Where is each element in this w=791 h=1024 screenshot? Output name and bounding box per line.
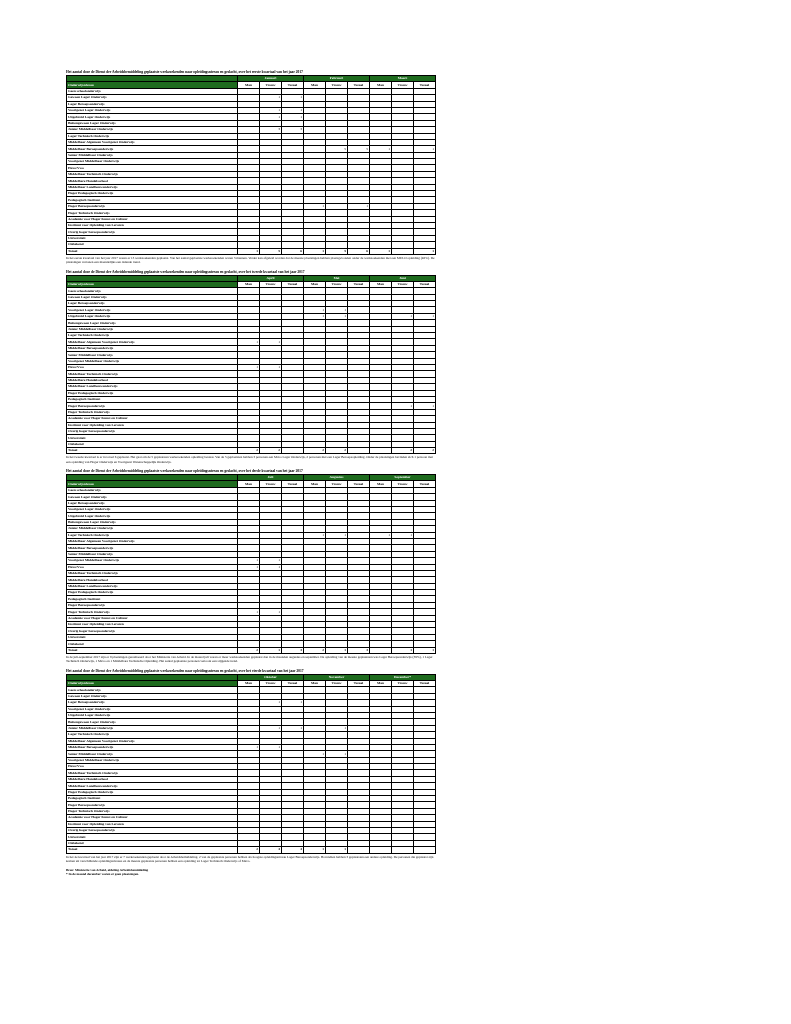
total-cell: 6: [282, 248, 304, 254]
month-header: Juni: [370, 275, 436, 281]
row-label: Universiteit: [67, 435, 238, 441]
row-label: Middelbaar Technisch Onderwijs: [67, 770, 238, 776]
quarter-section: [66, 70, 436, 265]
month-header: Maart: [370, 76, 436, 82]
total-cell: 2: [260, 448, 282, 454]
gender-header: Totaal: [348, 680, 370, 686]
gender-header: Totaal: [414, 82, 436, 88]
gender-header: Vrouw: [392, 680, 414, 686]
month-header: Juli: [238, 475, 304, 481]
total-cell: 1: [304, 847, 326, 853]
total-label: Totaal: [67, 448, 238, 454]
gender-header: Totaal: [348, 82, 370, 88]
table-cell: 5: [326, 146, 348, 152]
total-cell: 4: [260, 847, 282, 853]
gender-header: Totaal: [282, 82, 304, 88]
total-cell: 1: [414, 248, 436, 254]
section-note: In het eerste kwartaal van het jaar 2017 waren er 13 werkzoekenden geplaatst. Van het aantal geplaatste werkzoekenden waren 3 mannen. Verder kan afgeleid worden dat de meeste plaatsingen hebben plaatsgevonden onder de werkzoekenden met een MULO opleiding (46%). De plaatsingen vertonen een maandelijks een dalende trend.: [66, 255, 435, 265]
row-label: Middelbare Handelsschool: [67, 577, 238, 583]
row-label: Middelbaar Beroepsonderwijs: [67, 545, 238, 551]
row-label: Buitengewoon Lager Onderwijs: [67, 519, 238, 525]
placement-table: [66, 75, 436, 255]
table-cell: 1: [260, 744, 282, 750]
row-label: Overig hoger beroepsonderwijs: [67, 229, 238, 235]
row-label: Middelbaar Algemeen Voortgezet Onderwijs: [67, 738, 238, 744]
gender-header: Vrouw: [260, 82, 282, 88]
row-label: Senior Middelbaar Onderwijs: [67, 152, 238, 158]
gender-header: Vrouw: [326, 680, 348, 686]
total-cell: 1: [304, 248, 326, 254]
table-cell: 1: [392, 403, 414, 409]
section-note: In de juli-september 2017 zijn er 9 plaatsingen gerealiseerd door het Ministerie van Arbeid. In de maand juli waren er meer werkzoekenden geplaatst dan in de maanden augustus en september. De opleiding van de meeste geplaatsten was Lager Beroepsonderwijs (39%), 1 Lager Technisch Onderwijs, 1 Mavo en 1 Middelbare Technische Opleiding. Het aantal geplaatste personen vertoont een stijgende trend.: [66, 655, 433, 664]
total-cell: 2: [238, 847, 260, 853]
row-label: Geen schoolonderwijs: [67, 687, 238, 693]
table-cell: 1: [260, 107, 282, 113]
table-cell: 1: [238, 558, 260, 564]
table-cell: 1: [304, 313, 326, 319]
month-header: Februari: [304, 76, 370, 82]
row-label: Hoger Pedagogisch Onderwijs: [67, 590, 238, 596]
row-label: Uitgebreid Lager Onderwijs: [67, 313, 238, 319]
total-cell: 5: [260, 248, 282, 254]
row-label: Pedagogisch Instituut: [67, 396, 238, 402]
row-label: Junior Middelbaar Onderwijs: [67, 326, 238, 332]
row-label: Geen schoolonderwijs: [67, 288, 238, 294]
total-cell: 2: [392, 448, 414, 454]
column-label: Onderwijsniveau: [67, 82, 238, 88]
row-label: Hoger Technisch Onderwijs: [67, 210, 238, 216]
total-cell: 5: [326, 248, 348, 254]
row-label: Voortgezet Middelbaar Onderwijs: [67, 159, 238, 165]
gender-header: Man: [238, 481, 260, 487]
row-label: Instituut voor Opleiding van Leraren: [67, 622, 238, 628]
row-label: Middelbare Handelsschool: [67, 178, 238, 184]
gender-header: Man: [370, 680, 392, 686]
table-cell: 1: [326, 307, 348, 313]
quarter-section: [66, 469, 436, 664]
total-cell: 1: [370, 248, 392, 254]
table-cell: 1: [282, 725, 304, 731]
gender-header: Man: [370, 281, 392, 287]
gender-header: Vrouw: [260, 481, 282, 487]
section-note: In het tweede kwartaal is er in totaal 6 geplaatst. Het gaat om de 5 geplaatsten werkzoekenden opleiding bestaat. Van de 5 geplaatsten hebben 3 personen een Mavo Lager Onderwijs, 2 personen met een Lager Beroepsopleiding. Onder de plaatsingen bevinden zich 1 persoon met een opleiding van Hoger Onderwijs en Voortgezet Wetenschappelijk Onderwijs.: [66, 455, 433, 464]
total-label: Totaal: [67, 847, 238, 853]
table-cell: 1: [238, 365, 260, 371]
row-label: Havo/Vwo: [67, 564, 238, 570]
row-label: Buitengewoon Lager Onderwijs: [67, 120, 238, 126]
total-cell: [348, 448, 370, 454]
row-label: Gewoon Lager Onderwijs: [67, 294, 238, 300]
placement-table: [66, 275, 436, 455]
month-header: September: [370, 475, 436, 481]
total-label: Totaal: [67, 248, 238, 254]
quarter-section: [66, 270, 436, 465]
table-cell: 1: [238, 339, 260, 345]
row-label: Overig hoger beroepsonderwijs: [67, 428, 238, 434]
total-row: [67, 847, 436, 853]
table-cell: 1: [282, 95, 304, 101]
row-label: Voortgezet Middelbaar Onderwijs: [67, 558, 238, 564]
row-label: Havo/Vwo: [67, 365, 238, 371]
row-label: Instituut voor Opleiding van Leraren: [67, 422, 238, 428]
month-header: Oktober: [238, 674, 304, 680]
gender-header: Vrouw: [260, 680, 282, 686]
table-cell: 1: [326, 532, 348, 538]
section-title: Het aantal door de Dienst der Arbeidsbemiddeling geplaatste werkzoekenden naar opleidingsniveau en geslacht, over het derde kwartaal van het jaar 2017: [66, 469, 303, 474]
total-cell: 1: [392, 647, 414, 653]
row-label: Middelbaar Landbouwonderwijs: [67, 384, 238, 390]
table-cell: 1: [260, 609, 282, 615]
table-cell: 1: [282, 700, 304, 706]
table-cell: 1: [282, 114, 304, 120]
row-label: Hoger Technisch Onderwijs: [67, 808, 238, 814]
month-header: Januari: [238, 76, 304, 82]
table-cell: 1: [260, 114, 282, 120]
row-label: Middelbaar Landbouwonderwijs: [67, 184, 238, 190]
gender-header: Man: [370, 481, 392, 487]
total-cell: [370, 448, 392, 454]
table-cell: 1: [326, 751, 348, 757]
gender-header: Totaal: [282, 481, 304, 487]
row-label: Hoger Beroepsonderwijs: [67, 602, 238, 608]
row-label: Junior Middelbaar Onderwijs: [67, 725, 238, 731]
total-cell: [348, 847, 370, 853]
total-cell: [392, 847, 414, 853]
table-cell: 5: [348, 146, 370, 152]
row-label: Lager Technisch Onderwijs: [67, 532, 238, 538]
table-cell: 1: [326, 313, 348, 319]
row-label: Senior Middelbaar Onderwijs: [67, 551, 238, 557]
row-label: Voortgezet Lager Onderwijs: [67, 507, 238, 513]
month-header: Augustus: [304, 475, 370, 481]
gender-header: Man: [304, 680, 326, 686]
table-cell: 1: [326, 725, 348, 731]
row-label: Pedagogisch Instituut: [67, 796, 238, 802]
row-label: Lager Beroepsonderwijs: [67, 101, 238, 107]
row-label: Uitgebreid Lager Onderwijs: [67, 513, 238, 519]
gender-header: Vrouw: [260, 281, 282, 287]
row-label: Academie voor Hoger Kunst en Cultuur: [67, 416, 238, 422]
row-label: Junior Middelbaar Onderwijs: [67, 526, 238, 532]
row-label: Lager Technisch Onderwijs: [67, 732, 238, 738]
row-label: Academie voor Hoger Kunst en Cultuur: [67, 216, 238, 222]
section-title: Het aantal door de Dienst der Arbeidsbemiddeling geplaatste werkzoekenden naar opleidingsniveau en geslacht, over het vierde kwartaal van het jaar 2017: [66, 668, 304, 673]
gender-header: Man: [238, 82, 260, 88]
row-label: Overig hoger beroepsonderwijs: [67, 628, 238, 634]
table-cell: 1: [304, 203, 326, 209]
table-cell: 1: [260, 95, 282, 101]
gender-header: Vrouw: [326, 82, 348, 88]
month-header: Mei: [304, 275, 370, 281]
gender-header: Totaal: [414, 680, 436, 686]
column-label: Onderwijsniveau: [67, 680, 238, 686]
total-cell: [414, 847, 436, 853]
month-header: December*: [370, 674, 436, 680]
gender-header: Totaal: [348, 481, 370, 487]
section-title: Het aantal door de Dienst der Arbeidsbemiddeling geplaatste werkzoekenden naar opleidingsniveau en geslacht, over het eerste kwartaal van het jaar 2017: [66, 70, 303, 74]
total-cell: 1: [238, 248, 260, 254]
table-cell: 1: [392, 532, 414, 538]
row-label: Voortgezet Lager Onderwijs: [67, 107, 238, 113]
gender-header: Vrouw: [392, 82, 414, 88]
row-label: Havo/Vwo: [67, 165, 238, 171]
row-label: Lager Beroepsonderwijs: [67, 700, 238, 706]
row-label: Junior Middelbaar Onderwijs: [67, 127, 238, 133]
row-label: Middelbare Handelsschool: [67, 776, 238, 782]
total-cell: 2: [304, 647, 326, 653]
row-label: Lager Beroepsonderwijs: [67, 301, 238, 307]
table-cell: 1: [238, 609, 260, 615]
row-label: Middelbaar Landbouwonderwijs: [67, 783, 238, 789]
row-label: Hoger Beroepsonderwijs: [67, 802, 238, 808]
row-label: Hoger Pedagogisch Onderwijs: [67, 191, 238, 197]
table-cell: 1: [392, 313, 414, 319]
month-header: April: [238, 275, 304, 281]
gender-header: Totaal: [414, 281, 436, 287]
table-cell: 1: [414, 313, 436, 319]
quarter-section: [66, 669, 436, 864]
row-label: Uitgebreid Lager Onderwijs: [67, 712, 238, 718]
row-label: Middelbaar Technisch Onderwijs: [67, 570, 238, 576]
row-label: Universiteit: [67, 634, 238, 640]
gender-header: Vrouw: [326, 281, 348, 287]
gender-header: Vrouw: [392, 481, 414, 487]
gender-header: Man: [304, 281, 326, 287]
table-cell: 1: [260, 365, 282, 371]
row-label: Middelbaar Algemeen Voortgezet Onderwijs: [67, 139, 238, 145]
total-cell: 3: [348, 647, 370, 653]
total-cell: 6: [348, 248, 370, 254]
row-label: Middelbaar Beroepsonderwijs: [67, 744, 238, 750]
row-label: Voortgezet Middelbaar Onderwijs: [67, 358, 238, 364]
total-cell: 1: [326, 647, 348, 653]
table-cell: 1: [260, 564, 282, 570]
document-footer: [66, 868, 436, 877]
total-label: Totaal: [67, 647, 238, 653]
table-cell: 1: [238, 744, 260, 750]
table-cell: 1: [370, 146, 392, 152]
total-cell: 3: [282, 647, 304, 653]
section-title: Het aantal door de Dienst der Arbeidsbemiddeling geplaatste werkzoekenden naar opleidingsniveau en geslacht, over het tweede kwartaal van het jaar 2017: [66, 269, 305, 274]
total-cell: [282, 448, 304, 454]
row-label: Senior Middelbaar Onderwijs: [67, 352, 238, 358]
row-label: Lager Technisch Onderwijs: [67, 333, 238, 339]
total-cell: 1: [326, 847, 348, 853]
gender-header: Vrouw: [326, 481, 348, 487]
row-label: Universiteit: [67, 235, 238, 241]
row-label: Geen schoolonderwijs: [67, 88, 238, 94]
row-label: Hoger Beroepsonderwijs: [67, 203, 238, 209]
column-label: Onderwijsniveau: [67, 481, 238, 487]
row-label: Hoger Pedagogisch Onderwijs: [67, 789, 238, 795]
month-header: November: [304, 674, 370, 680]
total-cell: 2: [326, 448, 348, 454]
table-cell: 1: [260, 339, 282, 345]
total-cell: [370, 847, 392, 853]
total-cell: 1: [414, 647, 436, 653]
row-label: Voortgezet Lager Onderwijs: [67, 307, 238, 313]
total-cell: 2: [304, 448, 326, 454]
row-label: Middelbaar Beroepsonderwijs: [67, 345, 238, 351]
row-label: Gewoon Lager Onderwijs: [67, 693, 238, 699]
total-row: [67, 248, 436, 254]
total-cell: 2: [238, 647, 260, 653]
row-label: Middelbare Handelsschool: [67, 377, 238, 383]
row-label: Voortgezet Middelbaar Onderwijs: [67, 757, 238, 763]
row-label: Middelbaar Beroepsonderwijs: [67, 146, 238, 152]
row-label: Universiteit: [67, 834, 238, 840]
gender-header: Vrouw: [392, 281, 414, 287]
row-label: Onbekend: [67, 441, 238, 447]
row-label: Pedagogisch Instituut: [67, 197, 238, 203]
total-row: [67, 647, 436, 653]
gender-header: Totaal: [348, 281, 370, 287]
table-cell: 3: [282, 127, 304, 133]
table-cell: 1: [282, 107, 304, 113]
row-label: Onbekend: [67, 641, 238, 647]
row-label: Hoger Pedagogisch Onderwijs: [67, 390, 238, 396]
row-label: Lager Technisch Onderwijs: [67, 133, 238, 139]
total-cell: [370, 647, 392, 653]
table-cell: 1: [304, 307, 326, 313]
gender-header: Man: [238, 281, 260, 287]
source-note: Bron: Ministerie van Arbeid, afdeling Arbeidsbemiddeling: [66, 868, 149, 873]
row-label: Onbekend: [67, 242, 238, 248]
table-cell: 1: [238, 564, 260, 570]
row-label: Onbekend: [67, 840, 238, 846]
total-row: [67, 448, 436, 454]
table-cell: 1: [304, 532, 326, 538]
row-label: Hoger Technisch Onderwijs: [67, 609, 238, 615]
gender-header: Man: [304, 82, 326, 88]
row-label: Gewoon Lager Onderwijs: [67, 494, 238, 500]
table-cell: 1: [370, 532, 392, 538]
row-label: Instituut voor Opleiding van Leraren: [67, 222, 238, 228]
table-cell: 1: [260, 700, 282, 706]
row-label: Middelbaar Landbouwonderwijs: [67, 583, 238, 589]
table-cell: 1: [348, 203, 370, 209]
row-label: Middelbaar Algemeen Voortgezet Onderwijs: [67, 339, 238, 345]
table-cell: 1: [414, 403, 436, 409]
table-cell: 1: [260, 725, 282, 731]
row-label: Academie voor Hoger Kunst en Cultuur: [67, 815, 238, 821]
row-label: Pedagogisch Instituut: [67, 596, 238, 602]
column-label: Onderwijsniveau: [67, 281, 238, 287]
gender-header: Man: [238, 680, 260, 686]
row-label: Hoger Technisch Onderwijs: [67, 409, 238, 415]
row-label: Buitengewoon Lager Onderwijs: [67, 719, 238, 725]
row-label: Uitgebreid Lager Onderwijs: [67, 114, 238, 120]
gender-header: Man: [370, 82, 392, 88]
table-cell: 1: [414, 146, 436, 152]
gender-header: Totaal: [282, 680, 304, 686]
gender-header: Totaal: [414, 481, 436, 487]
row-label: Middelbaar Algemeen Voortgezet Onderwijs: [67, 538, 238, 544]
table-cell: 3: [260, 127, 282, 133]
total-cell: 4: [282, 847, 304, 853]
total-cell: 2: [414, 448, 436, 454]
quarterly-sections: [66, 70, 436, 863]
total-cell: [392, 248, 414, 254]
table-cell: 1: [260, 558, 282, 564]
row-label: Geen schoolonderwijs: [67, 487, 238, 493]
row-label: Hoger Beroepsonderwijs: [67, 403, 238, 409]
row-label: Middelbaar Technisch Onderwijs: [67, 171, 238, 177]
total-cell: 2: [238, 448, 260, 454]
gender-header: Totaal: [282, 281, 304, 287]
row-label: Havo/Vwo: [67, 764, 238, 770]
row-label: Voortgezet Lager Onderwijs: [67, 706, 238, 712]
row-label: Instituut voor Opleiding van Leraren: [67, 821, 238, 827]
placement-table: [66, 674, 436, 854]
row-label: Gewoon Lager Onderwijs: [67, 95, 238, 101]
gender-header: Man: [304, 481, 326, 487]
section-note: In het 4e kwartaal van het jaar 2017 zijn er 7 werkzoekenden geplaatst door de Arbeidsbemiddeling. 2 van de geplaatste personen hebben als hoogste opleidingsniveau Lager Beroepsonderwijs. Bovendien hebben 3 geplaatsten een andere opleiding. De personen die geplaatst zijn komen uit verschillende opleidingsniveaus en de meeste geplaatste personen hebben een opleiding tot Lager Technisch Onderwijs of Mavo.: [66, 854, 434, 863]
total-cell: 1: [260, 647, 282, 653]
row-label: Lager Beroepsonderwijs: [67, 500, 238, 506]
row-label: Academie voor Hoger Kunst en Cultuur: [67, 615, 238, 621]
row-label: Buitengewoon Lager Onderwijs: [67, 320, 238, 326]
row-label: Middelbaar Technisch Onderwijs: [67, 371, 238, 377]
table-cell: 1: [304, 751, 326, 757]
row-label: Overig hoger beroepsonderwijs: [67, 827, 238, 833]
document-page: [66, 70, 436, 877]
placement-table: [66, 474, 436, 654]
row-label: Senior Middelbaar Onderwijs: [67, 751, 238, 757]
footnote: * In de maand december waren er geen plaatsingen.: [66, 872, 139, 877]
